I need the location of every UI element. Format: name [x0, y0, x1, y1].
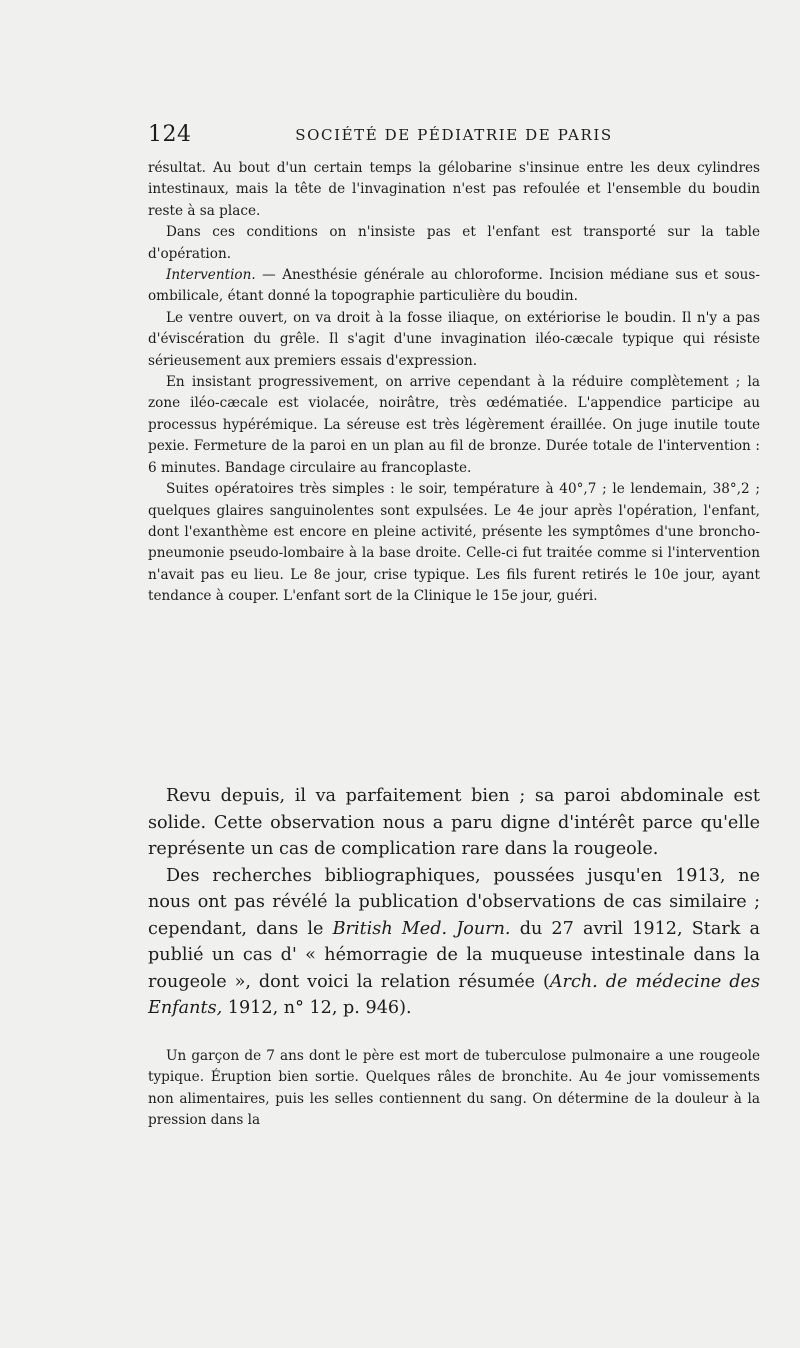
paragraph: Revu depuis, il va parfaitement bien ; sa paroi abdominale est solide. Cette observation nous a paru digne d'intérêt parce qu'elle représente un cas de complication rare dans la rougeole.: [148, 786, 760, 859]
text-span: du 27 avril 1912, Stark a publié un cas d' « hémorragie de la muqueuse intestinale dans la rougeole », dont voici la relation résumée (: [148, 918, 761, 992]
paragraph-intervention: [148, 265, 760, 308]
case-summary: [148, 1046, 760, 1132]
archive-title: Arch. de médecine des Enfants,: [148, 971, 760, 1018]
text-span: 1912, n° 12, p. 946).: [227, 998, 412, 1018]
operation-report: [148, 158, 760, 608]
paragraph: Suites opératoires très simples : le soir, température à 40°,7 ; le lendemain, 38°,2 ; quelques glaires sanguinolentes sont expulsées. Le 4e jour après l'opération, l'enfant, dont l'exanthème est encore en pleine activité, présente les symptômes d'une broncho-pneumonie pseudo-lombaire à la base droite. Celle-ci fut traitée comme si l'intervention n'avait pas eu lieu. Le 8e jour, crise typique. Les fils furent retirés le 10e jour, ayant tendance à couper. L'enfant sort de la Clinique le 15e jour, guéri.: [148, 481, 760, 605]
text-span: Des recherches bibliographiques, poussées jusqu'en 1913, ne nous ont pas révélé la publication d'observations de cas similaire ; cependant, dans le: [148, 865, 760, 939]
journal-title: British Med. Journ.: [332, 918, 511, 939]
discussion: [148, 783, 760, 1022]
paragraph: En insistant progressivement, on arrive cependant à la réduire complètement ; la zone iléo-cæcale est violacée, noirâtre, très œdématiée. L'appendice participe au processus hypérémique. La séreuse est très légèrement éraillée. On juge inutile toute pexie. Fermeture de la paroi en un plan au fil de bronze. Durée totale de l'intervention : 6 minutes. Bandage circulaire au francoplaste.: [148, 374, 760, 476]
paragraph: Dans ces conditions on n'insiste pas et l'enfant est transporté sur la table d'opération.: [148, 224, 760, 262]
paragraph: Le ventre ouvert, on va droit à la fosse iliaque, on extériorise le boudin. Il n'y a pas d'éviscération du grêle. Il s'agit d'une invagination iléo-cæcale typique qui résiste sérieusement aux premiers essais d'expression.: [148, 309, 760, 369]
paragraph: résultat. Au bout d'un certain temps la gélobarine s'insinue entre les deux cylindres intestinaux, mais la tête de l'invagination n'est pas refoulée et l'ensemble du boudin reste à sa place.: [148, 160, 760, 219]
page-number: 124: [148, 122, 192, 147]
running-title: SOCIÉTÉ DE PÉDIATRIE DE PARIS: [295, 126, 613, 144]
paragraph: Un garçon de 7 ans dont le père est mort de tuberculose pulmonaire a une rougeole typique. Éruption bien sortie. Quelques râles de bronchite. Au 4e jour vomissements non alimentaires, puis les selles contiennent du sang. On détermine de la douleur à la pression dans la: [148, 1048, 760, 1129]
intervention-label: Intervention.: [166, 267, 256, 284]
intervention-text: — Anesthésie générale au chloroforme. Incision médiane sus et sous-ombilicale, étant donné la topographie particulière du boudin.: [148, 267, 760, 305]
paragraph-bibliography: [148, 863, 760, 1022]
page-header: [148, 122, 760, 148]
